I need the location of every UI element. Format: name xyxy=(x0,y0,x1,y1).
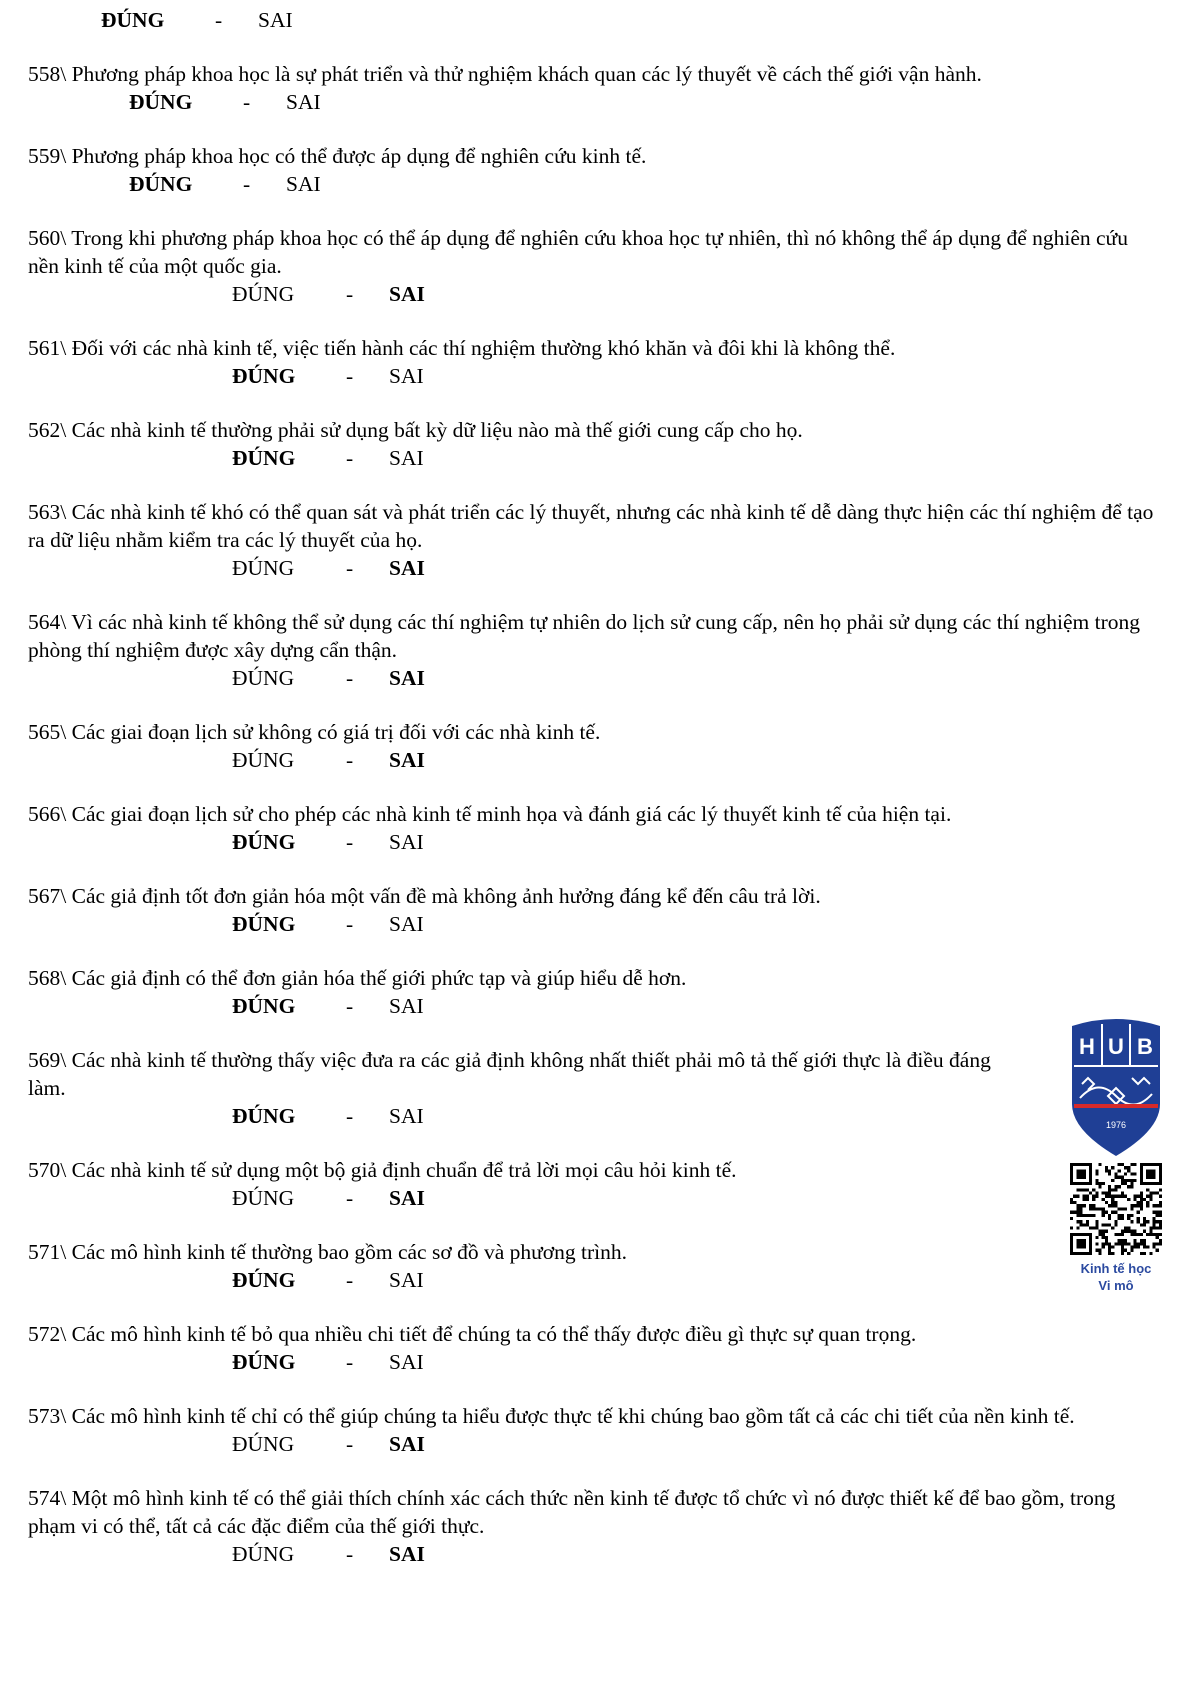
separator: - xyxy=(346,364,354,388)
option-true: ĐÚNG xyxy=(232,282,295,306)
question-text: 569\ Các nhà kinh tế thường thấy việc đưa ra các giả định không nhất thiết phải mô tả thế giới thực là điều đáng làm. xyxy=(28,1048,991,1100)
question-text: 559\ Phương pháp khoa học có thể được áp dụng để nghiên cứu kinh tế. xyxy=(28,144,647,168)
answer-line xyxy=(28,910,1158,938)
logo-letter-h: H xyxy=(1079,1034,1095,1059)
option-true: ĐÚNG xyxy=(232,1186,295,1210)
separator: - xyxy=(243,90,251,114)
option-true: ĐÚNG xyxy=(232,994,296,1018)
option-true: ĐÚNG xyxy=(232,830,296,854)
option-true: ĐÚNG xyxy=(232,1542,295,1566)
question-text: 564\ Vì các nhà kinh tế không thể sử dụng các thí nghiệm tự nhiên do lịch sử cung cấp, nên họ phải sử dụng các thí nghiệm trong phòng thí nghiệm được xây dựng cẩn thận. xyxy=(28,610,1141,662)
option-false: SAI xyxy=(389,446,424,470)
brand-line-1: Kinh tế học xyxy=(1080,1261,1152,1276)
question-text: 561\ Đối với các nhà kinh tế, việc tiến hành các thí nghiệm thường khó khăn và đôi khi là không thể. xyxy=(28,336,896,360)
question-text: 563\ Các nhà kinh tế khó có thể quan sát và phát triển các lý thuyết, nhưng các nhà kinh tế dễ dàng thực hiện các thí nghiệm để tạo ra dữ liệu nhằm kiểm tra các lý thuyết của họ. xyxy=(28,500,1154,552)
answer-line xyxy=(28,362,1158,390)
answer-line xyxy=(28,280,1158,308)
question-list xyxy=(28,60,1158,1594)
separator: - xyxy=(243,172,251,196)
question-item xyxy=(28,142,1158,198)
question-text: 571\ Các mô hình kinh tế thường bao gồm các sơ đồ và phương trình. xyxy=(28,1240,628,1264)
option-true: ĐÚNG xyxy=(232,1350,296,1374)
question-text: 558\ Phương pháp khoa học là sự phát triển và thử nghiệm khách quan các lý thuyết về cách thế giới vận hành. xyxy=(28,62,982,86)
brand-caption xyxy=(1058,1260,1174,1294)
option-true: ĐÚNG xyxy=(232,748,295,772)
question-text: 560\ Trong khi phương pháp khoa học có thể áp dụng để nghiên cứu khoa học tự nhiên, thì nó không thể áp dụng để nghiên cứu nền kinh tế của một quốc gia. xyxy=(28,226,1128,278)
answer-line xyxy=(28,1430,1158,1458)
question-item xyxy=(28,1046,1158,1130)
answer-line xyxy=(28,1348,1158,1376)
question-item xyxy=(28,1484,1158,1568)
question-text: 566\ Các giai đoạn lịch sử cho phép các nhà kinh tế minh họa và đánh giá các lý thuyết kinh tế của hiện tại. xyxy=(28,802,952,826)
answer-line xyxy=(28,1266,1158,1294)
logo-year: 1976 xyxy=(1105,1120,1127,1130)
option-true: ĐÚNG xyxy=(129,172,193,196)
answer-line xyxy=(28,88,1158,116)
question-item xyxy=(28,1156,1158,1212)
option-false: SAI xyxy=(389,364,424,388)
option-false: SAI xyxy=(389,830,424,854)
separator: - xyxy=(346,556,354,580)
option-false: SAI xyxy=(389,556,425,580)
logo-letter-u: U xyxy=(1108,1034,1124,1059)
option-false: SAI xyxy=(389,1268,424,1292)
separator: - xyxy=(346,830,354,854)
brand-line-2: Vi mô xyxy=(1098,1278,1134,1293)
option-false: SAI xyxy=(389,748,425,772)
qr-code-icon xyxy=(1070,1163,1162,1255)
question-item xyxy=(28,1320,1158,1376)
question-text: 565\ Các giai đoạn lịch sử không có giá trị đối với các nhà kinh tế. xyxy=(28,720,601,744)
question-item xyxy=(28,498,1158,582)
answer-line xyxy=(28,828,1158,856)
question-item xyxy=(28,800,1158,856)
option-false: SAI xyxy=(389,1542,425,1566)
answer-line xyxy=(28,554,1158,582)
separator: - xyxy=(346,666,354,690)
separator: - xyxy=(346,1268,354,1292)
separator: - xyxy=(215,8,223,32)
option-true: ĐÚNG xyxy=(232,556,295,580)
option-false: SAI xyxy=(389,912,424,936)
option-true: ĐÚNG xyxy=(232,364,296,388)
question-text: 572\ Các mô hình kinh tế bỏ qua nhiều chi tiết để chúng ta có thể thấy được điều gì thực sự quan trọng. xyxy=(28,1322,917,1346)
question-text: 562\ Các nhà kinh tế thường phải sử dụng bất kỳ dữ liệu nào mà thế giới cung cấp cho họ. xyxy=(28,418,803,442)
separator: - xyxy=(346,1186,354,1210)
logo-letter-b: B xyxy=(1137,1034,1153,1059)
separator: - xyxy=(346,1104,354,1128)
option-false: SAI xyxy=(389,1350,424,1374)
option-true: ĐÚNG xyxy=(232,1432,295,1456)
question-text: 573\ Các mô hình kinh tế chỉ có thể giúp chúng ta hiểu được thực tế khi chúng bao gồm tất cả các chi tiết của nền kinh tế. xyxy=(28,1404,1075,1428)
hub-logo-icon xyxy=(1068,1018,1164,1158)
option-true: ĐÚNG xyxy=(101,8,165,32)
option-true: ĐÚNG xyxy=(232,666,295,690)
option-false: SAI xyxy=(389,282,425,306)
option-false: SAI xyxy=(389,1186,425,1210)
option-false: SAI xyxy=(286,90,321,114)
option-false: SAI xyxy=(258,8,293,32)
answer-line xyxy=(28,1540,1158,1568)
separator: - xyxy=(346,1350,354,1374)
question-item xyxy=(28,882,1158,938)
question-item xyxy=(28,416,1158,472)
separator: - xyxy=(346,446,354,470)
option-false: SAI xyxy=(389,666,425,690)
option-true: ĐÚNG xyxy=(129,90,193,114)
answer-line xyxy=(28,170,1158,198)
answer-line xyxy=(28,664,1158,692)
option-false: SAI xyxy=(286,172,321,196)
option-true: ĐÚNG xyxy=(232,1268,296,1292)
separator: - xyxy=(346,912,354,936)
option-false: SAI xyxy=(389,994,424,1018)
separator: - xyxy=(346,1432,354,1456)
answer-line xyxy=(28,1102,1158,1130)
question-item xyxy=(28,334,1158,390)
separator: - xyxy=(346,748,354,772)
question-text: 567\ Các giả định tốt đơn giản hóa một vấn đề mà không ảnh hưởng đáng kể đến câu trả lời. xyxy=(28,884,821,908)
separator: - xyxy=(346,282,354,306)
question-text: 568\ Các giả định có thể đơn giản hóa thế giới phức tạp và giúp hiểu dễ hơn. xyxy=(28,966,687,990)
question-item xyxy=(28,718,1158,774)
question-text: 570\ Các nhà kinh tế sử dụng một bộ giả định chuẩn để trả lời mọi câu hỏi kinh tế. xyxy=(28,1158,737,1182)
question-item xyxy=(28,1238,1158,1294)
answer-line xyxy=(28,444,1158,472)
option-true: ĐÚNG xyxy=(232,1104,296,1128)
question-item xyxy=(28,608,1158,692)
question-item xyxy=(28,60,1158,116)
separator: - xyxy=(346,1542,354,1566)
question-item xyxy=(28,964,1158,1020)
answer-line xyxy=(28,992,1158,1020)
question-item xyxy=(28,224,1158,308)
question-text: 574\ Một mô hình kinh tế có thể giải thích chính xác cách thức nền kinh tế được tổ chức vì nó được thiết kế để bao gồm, trong phạm vi có thể, tất cả các đặc điểm của thế giới thực. xyxy=(28,1486,1116,1538)
option-false: SAI xyxy=(389,1104,424,1128)
option-false: SAI xyxy=(389,1432,425,1456)
question-item xyxy=(28,1402,1158,1458)
option-true: ĐÚNG xyxy=(232,446,296,470)
separator: - xyxy=(346,994,354,1018)
option-true: ĐÚNG xyxy=(232,912,296,936)
answer-line xyxy=(28,1184,1158,1212)
answer-line xyxy=(28,746,1158,774)
